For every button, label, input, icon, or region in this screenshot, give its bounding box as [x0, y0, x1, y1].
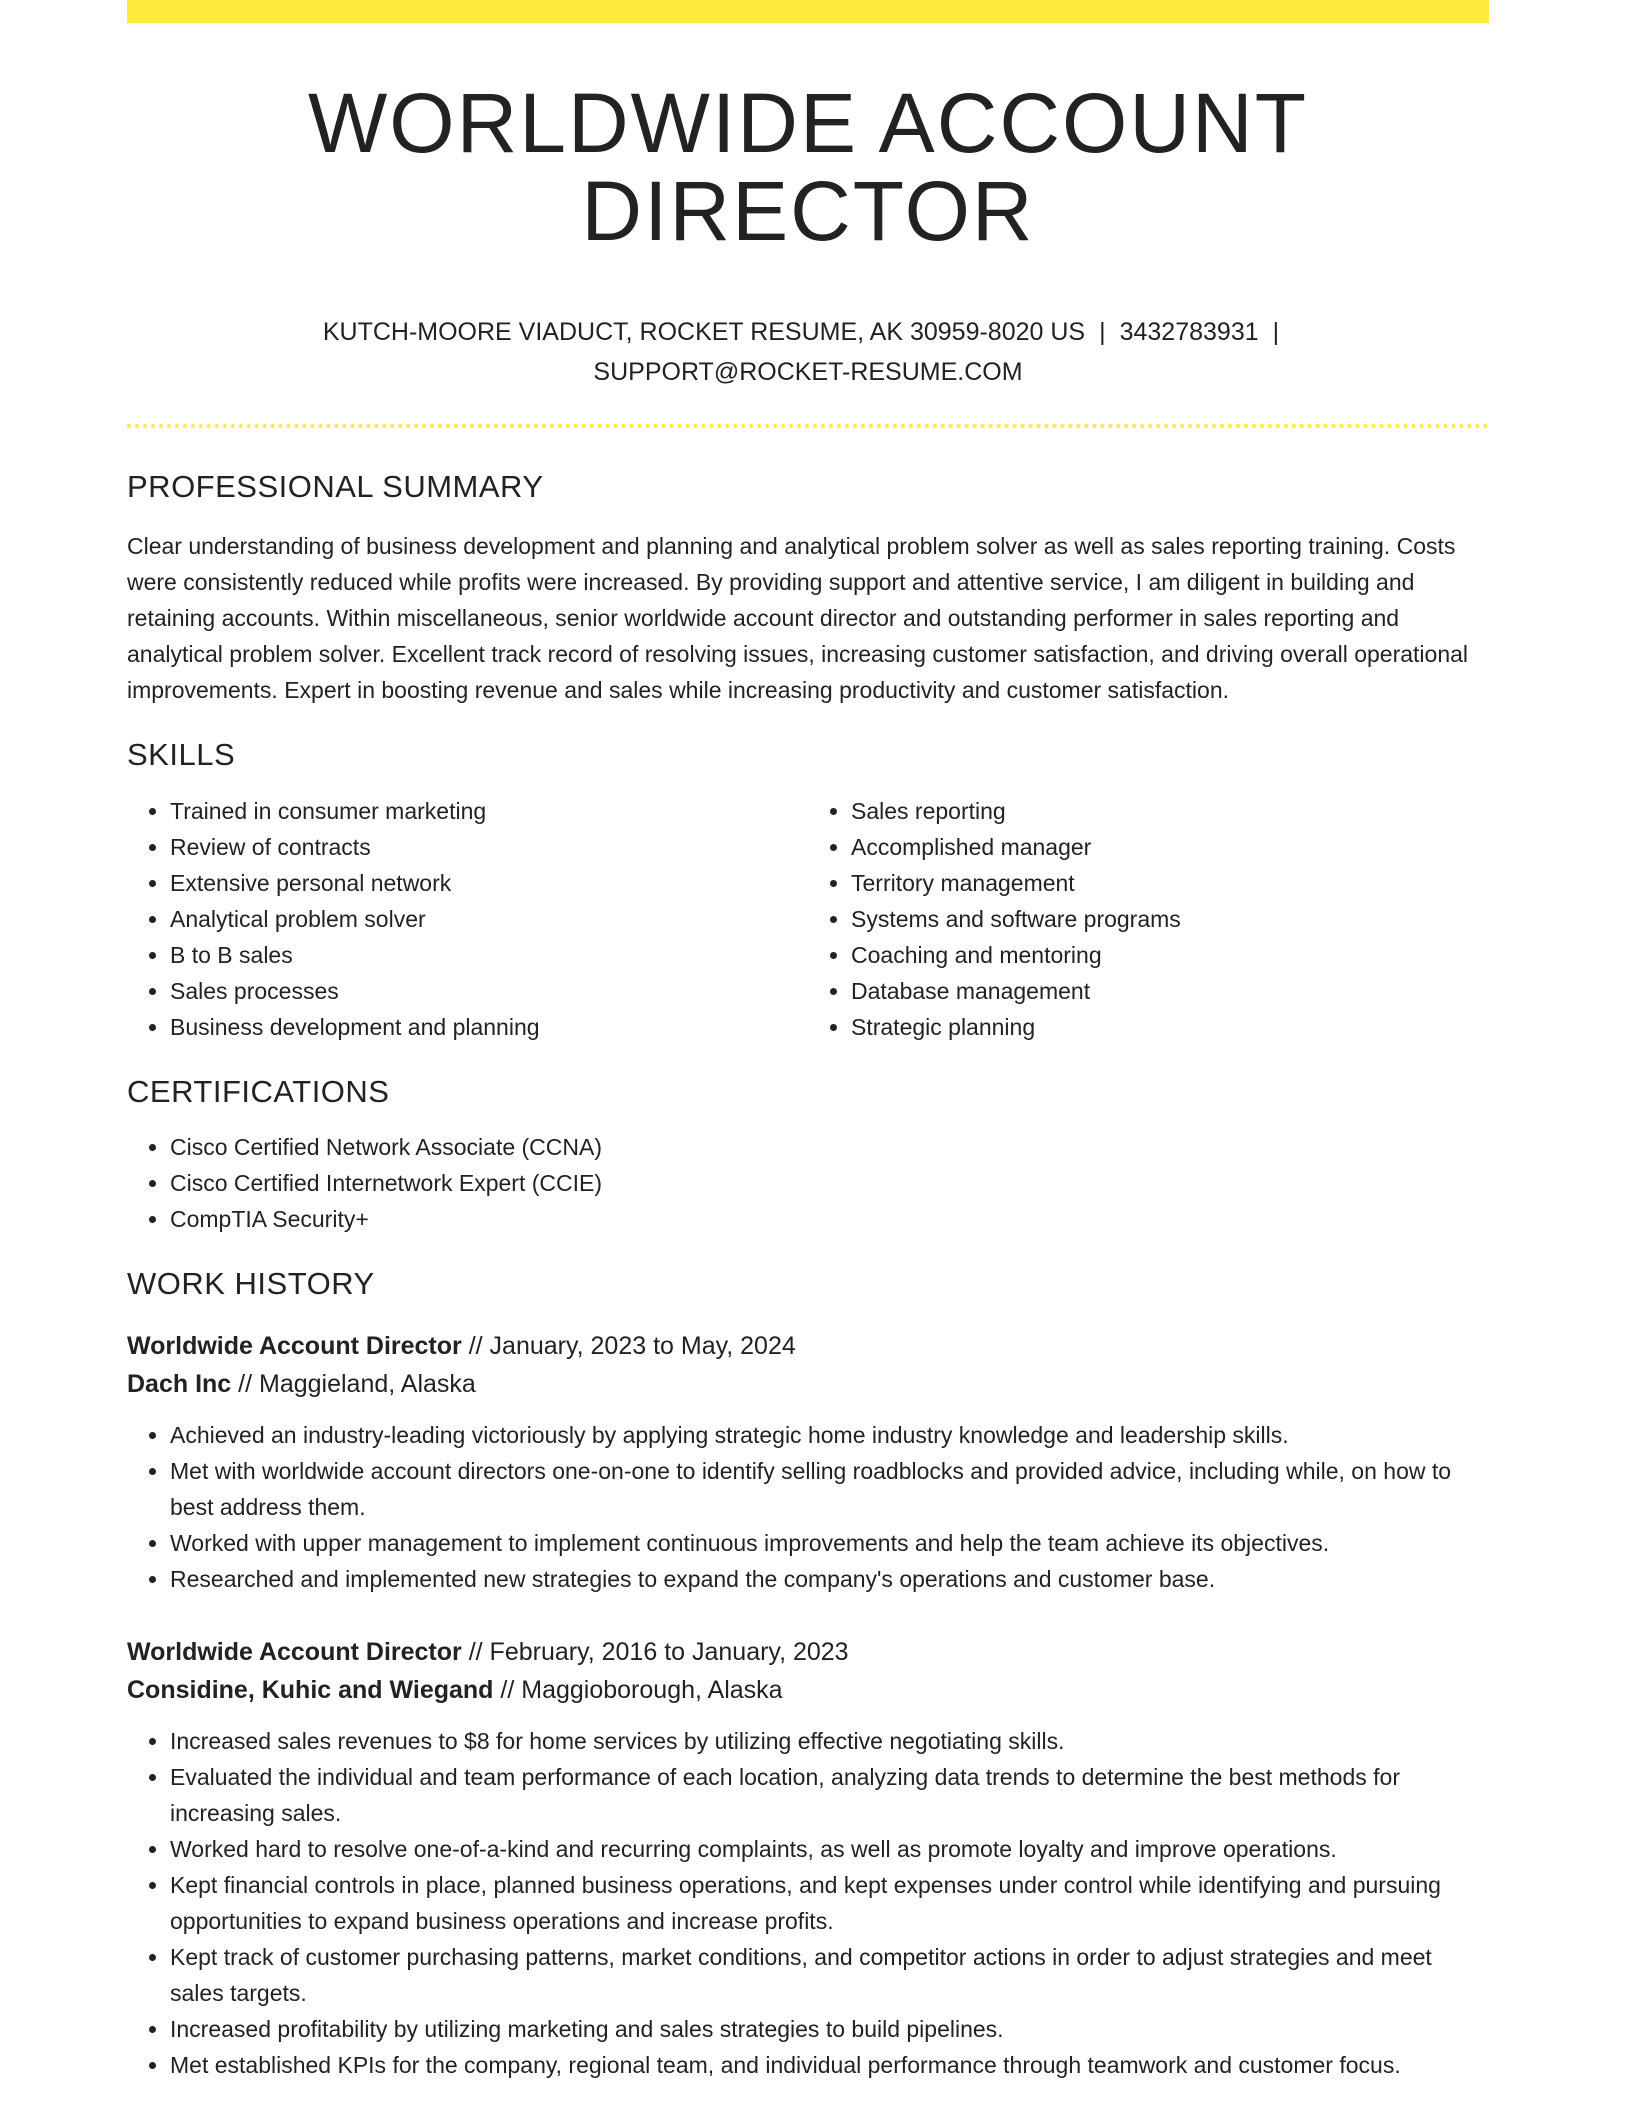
skill-item: • Extensive personal network [170, 865, 808, 901]
skill-item: • Trained in consumer marketing [170, 793, 808, 829]
job-bullet: • Increased profitability by utilizing marketing and sales strategies to build pipelines. [170, 2011, 1489, 2047]
skill-item: • Coaching and mentoring [851, 937, 1489, 973]
skill-item: • Business development and planning [170, 1009, 808, 1045]
skill-item: • B to B sales [170, 937, 808, 973]
job-role-line [127, 1633, 1489, 1671]
skill-item: • Systems and software programs [851, 901, 1489, 937]
job-bullet: • Achieved an industry-leading victoriously by applying strategic home industry knowledge and leadership skills. [170, 1417, 1489, 1453]
summary-text: Clear understanding of business development and planning and analytical problem solver as well as sales reporting training. Costs were consistently reduced while profits were increased. By providing support and attentive service, I am diligent in building and retaining accounts. Within miscellaneous, senior worldwide account director and outstanding performer in sales reporting and analytical problem solver. Excellent track record of resolving issues, increasing customer satisfaction, and driving overall operational improvements. Expert in boosting revenue and sales while increasing productivity and customer satisfaction. [127, 533, 1469, 704]
job-role: Worldwide Account Director [127, 1637, 462, 1666]
job-company-line [127, 1671, 1489, 1709]
certification-item: • CompTIA Security+ [170, 1201, 1489, 1237]
job-bullet: • Increased sales revenues to $8 for home services by utilizing effective negotiating skills. [170, 1723, 1489, 1759]
contact-separator: | [1099, 318, 1106, 347]
resume-title: WORLDWIDE ACCOUNT DIRECTOR [308, 76, 1308, 259]
skill-item: • Analytical problem solver [170, 901, 808, 937]
skill-item: • Territory management [851, 865, 1489, 901]
job-dates: // January, 2023 to May, 2024 [468, 1331, 796, 1360]
job-location: // Maggieland, Alaska [238, 1369, 476, 1398]
job-bullet: • Evaluated the individual and team performance of each location, analyzing data trends to determine the best methods for increasing sales. [170, 1759, 1489, 1831]
job-role: Worldwide Account Director [127, 1331, 462, 1360]
certification-item: • Cisco Certified Network Associate (CCNA) [170, 1129, 1489, 1165]
dotted-divider [127, 424, 1489, 428]
skill-item: • Accomplished manager [851, 829, 1489, 865]
job-bullets [127, 1723, 1489, 2083]
skill-item: • Strategic planning [851, 1009, 1489, 1045]
section-title-skills: SKILLS [127, 737, 236, 773]
contact-address: KUTCH-MOORE VIADUCT, ROCKET RESUME, AK 30959-8020 US [322, 318, 1086, 347]
contact-separator: | [1272, 318, 1280, 347]
skill-item: • Review of contracts [170, 829, 808, 865]
job-bullets [127, 1417, 1489, 1597]
job-bullet: • Met established KPIs for the company, regional team, and individual performance through teamwork and customer focus. [170, 2047, 1489, 2083]
skill-item: • Sales processes [170, 973, 808, 1009]
contact-phone: 3432783931 [1119, 318, 1259, 347]
job-bullet: • Worked hard to resolve one-of-a-kind and recurring complaints, as well as promote loyalty and improve operations. [170, 1831, 1489, 1867]
skills-list-right [808, 793, 1489, 1045]
job-location: // Maggioborough, Alaska [500, 1675, 783, 1704]
section-title-work-history: WORK HISTORY [127, 1265, 375, 1301]
job-company: Dach Inc [127, 1369, 232, 1398]
job-company: Considine, Kuhic and Wiegand [127, 1675, 494, 1704]
skill-item: • Sales reporting [851, 793, 1489, 829]
job-bullet: • Kept financial controls in place, planned business operations, and kept expenses under control while identifying and pursuing opportunities to expand business operations and increase profits. [170, 1867, 1489, 1939]
job-dates: // February, 2016 to January, 2023 [468, 1637, 849, 1666]
job-company-line [127, 1365, 1489, 1403]
accent-top-bar [127, 0, 1489, 23]
skill-item: • Database management [851, 973, 1489, 1009]
resume-page [127, 0, 1489, 2083]
contact-info [308, 312, 1308, 392]
contact-email[interactable]: SUPPORT@ROCKET-RESUME.COM [593, 358, 1023, 387]
job-entry [127, 1327, 1489, 1597]
job-entry [127, 1633, 1489, 2083]
skills-grid [127, 793, 1489, 1045]
section-title-certifications: CERTIFICATIONS [127, 1073, 390, 1109]
job-bullet: • Met with worldwide account directors one-on-one to identify selling roadblocks and provided advice, including while, on how to best address them. [170, 1453, 1489, 1525]
job-bullet: • Kept track of customer purchasing patterns, market conditions, and competitor actions in order to adjust strategies and meet sales targets. [170, 1939, 1489, 2011]
skills-list-left [127, 793, 808, 1045]
job-bullet: • Researched and implemented new strategies to expand the company's operations and customer base. [170, 1561, 1489, 1597]
section-title-summary: PROFESSIONAL SUMMARY [127, 469, 544, 505]
certifications-list [127, 1129, 1489, 1237]
job-bullet: • Worked with upper management to implement continuous improvements and help the team achieve its objectives. [170, 1525, 1489, 1561]
certification-item: • Cisco Certified Internetwork Expert (CCIE) [170, 1165, 1489, 1201]
job-role-line [127, 1327, 1489, 1365]
